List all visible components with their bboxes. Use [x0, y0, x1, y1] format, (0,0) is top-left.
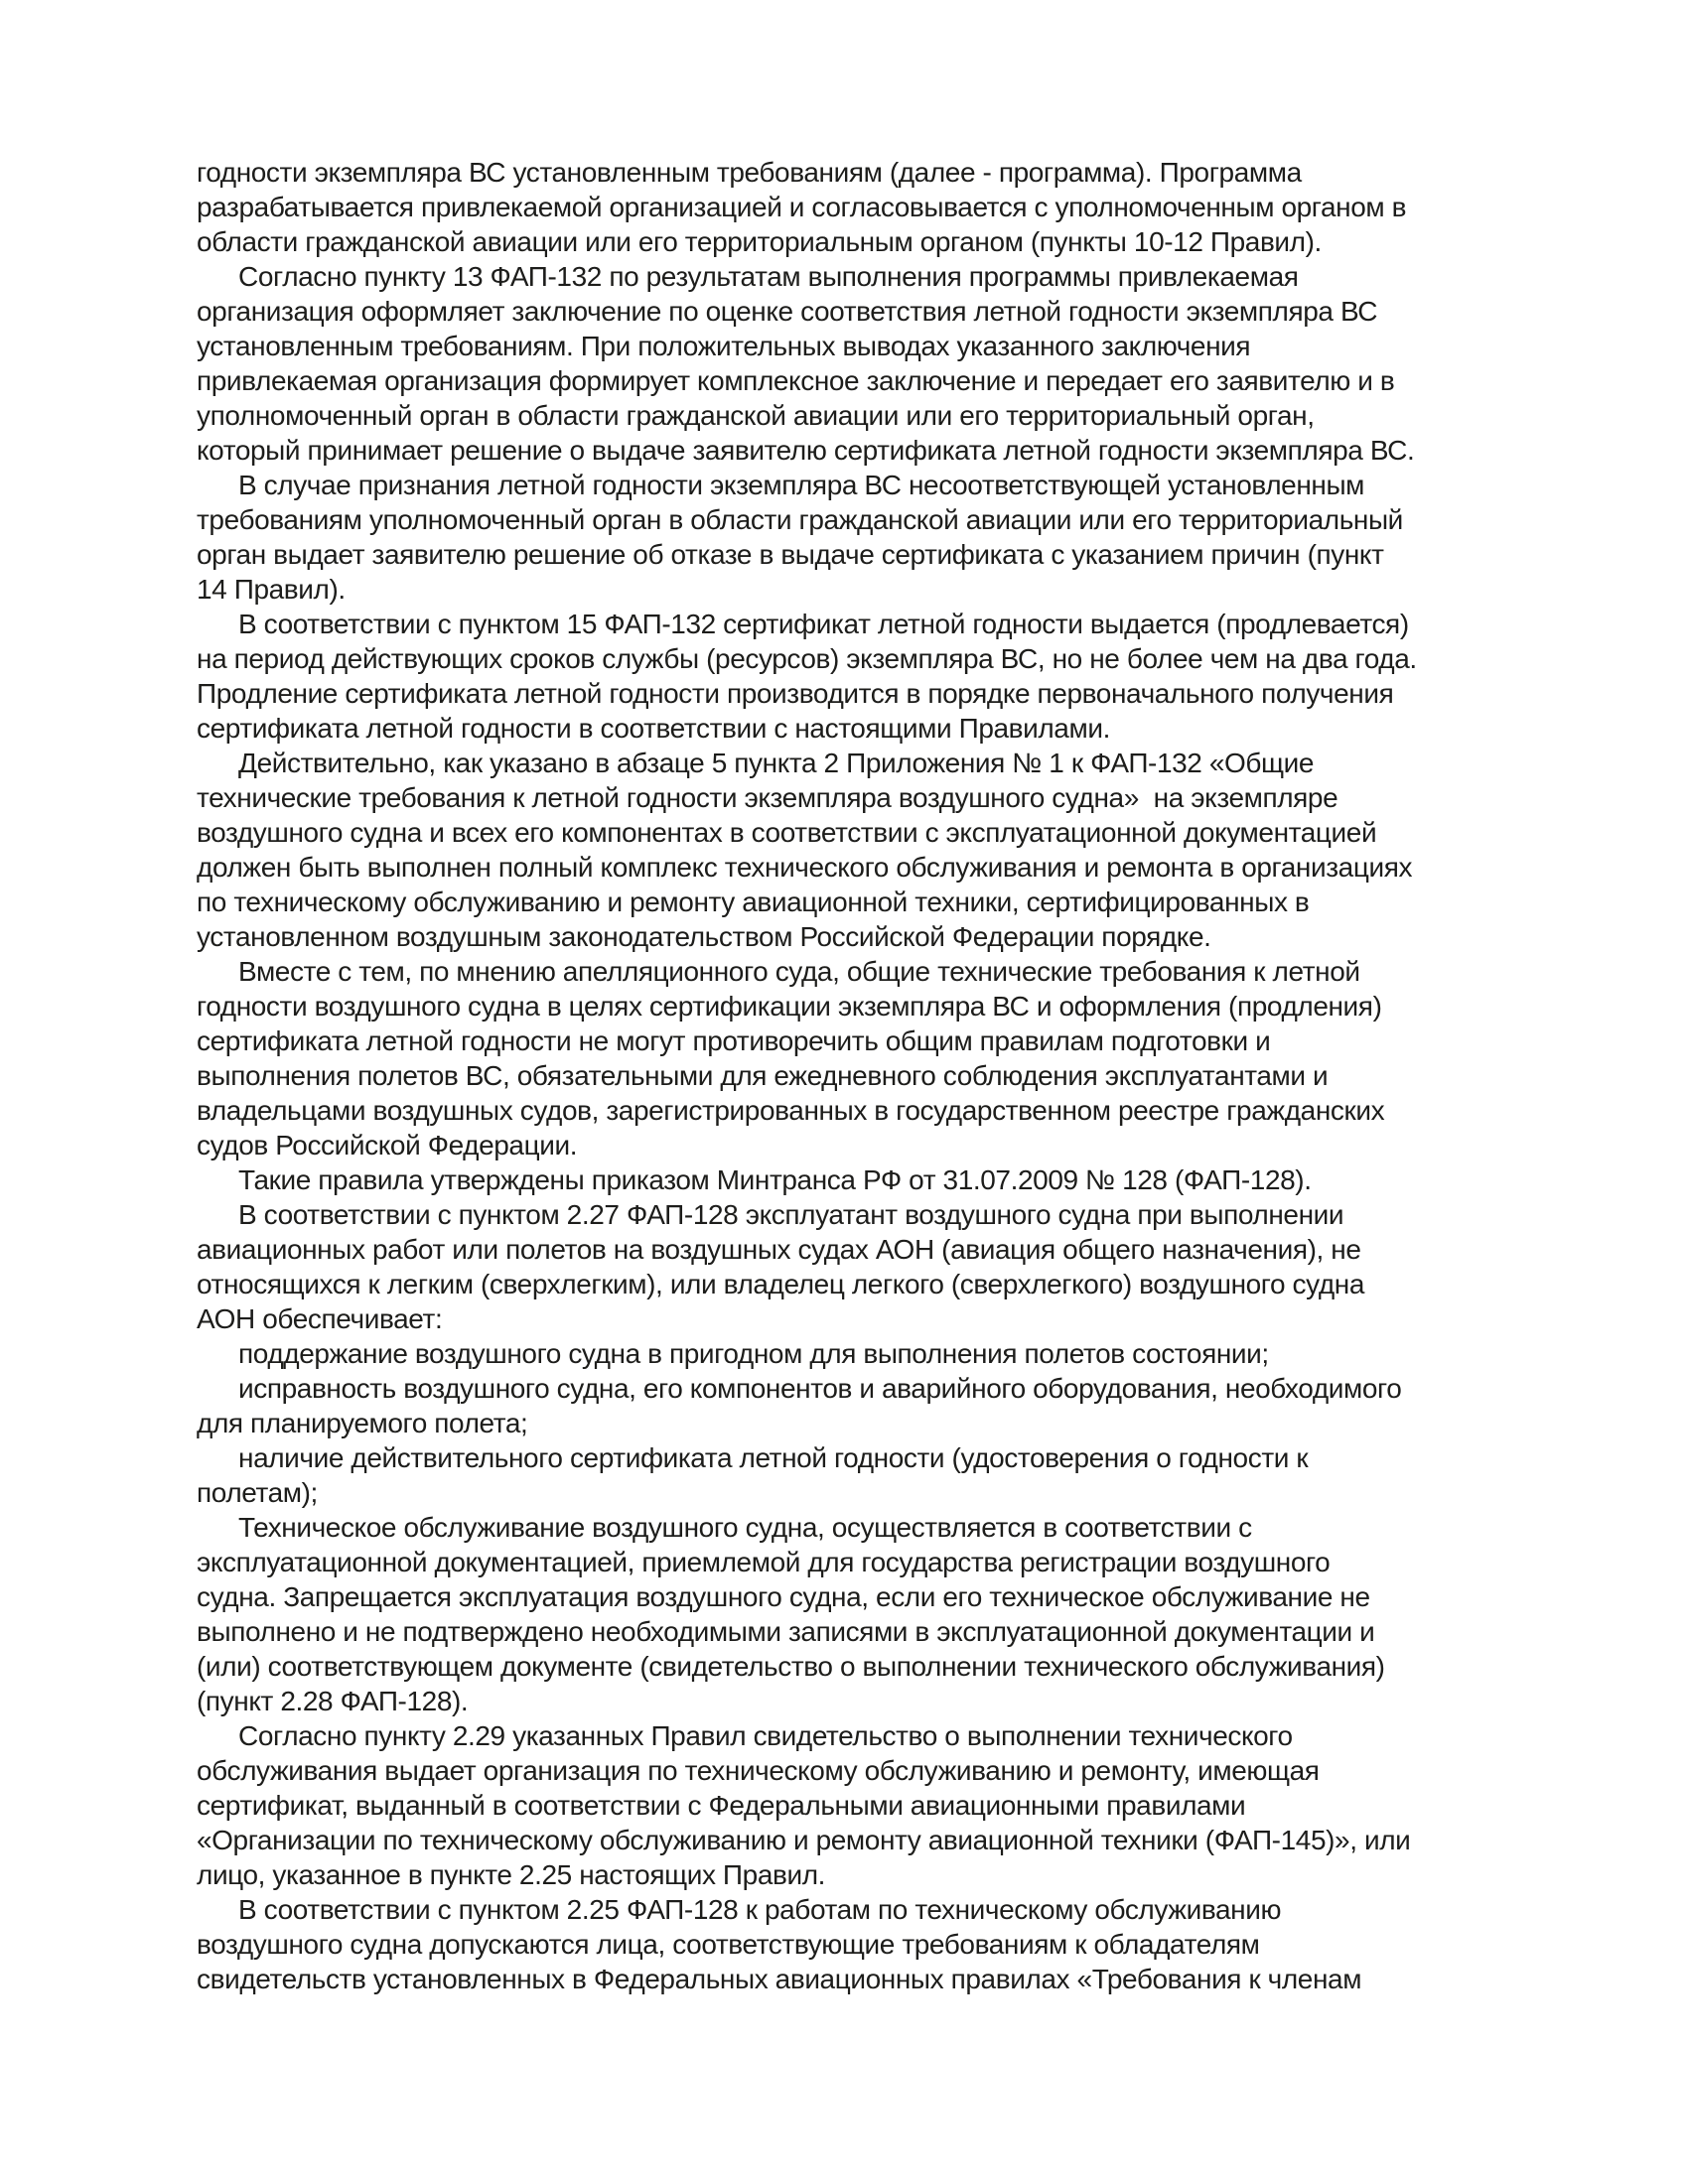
- text-line: АОН обеспечивает:: [197, 1303, 443, 1334]
- text-line: Техническое обслуживание воздушного судна, осуществляется в соответствии с: [238, 1512, 1252, 1543]
- text-line: эксплуатационной документацией, приемлемой для государства регистрации воздушного: [197, 1547, 1331, 1577]
- text-line: 14 Правил).: [197, 574, 346, 605]
- paragraph: [197, 1336, 1567, 1371]
- text-line: сертификата летной годности не могут противоречить общим правилам подготовки и: [197, 1025, 1271, 1056]
- paragraph: [197, 746, 1567, 954]
- text-line: годности воздушного судна в целях сертификации экземпляра ВС и оформления (продления): [197, 991, 1382, 1022]
- text-line: авиационных работ или полетов на воздушных судах АОН (авиация общего назначения), не: [197, 1234, 1361, 1265]
- text-line: воздушного судна допускаются лица, соответствующие требованиям к обладателям: [197, 1929, 1260, 1960]
- text-line: установленном воздушным законодательством Российской Федерации порядке.: [197, 921, 1211, 952]
- text-line: воздушного судна и всех его компонентах в соответствии с эксплуатационной документацией: [197, 817, 1377, 848]
- paragraph: [197, 1440, 1567, 1510]
- text-line: требованиям уполномоченный орган в области гражданской авиации или его территориальный: [197, 504, 1403, 535]
- text-line: организация оформляет заключение по оценке соответствия летной годности экземпляра ВС: [197, 296, 1378, 327]
- text-line: установленным требованиям. При положительных выводах указанного заключения: [197, 331, 1251, 361]
- text-line: В случае признания летной годности экземпляра ВС несоответствующей установленным: [238, 470, 1365, 500]
- text-line: В соответствии с пунктом 15 ФАП-132 сертификат летной годности выдается (продлевается): [238, 609, 1409, 639]
- text-line: сертификата летной годности в соответствии с настоящими Правилами.: [197, 713, 1110, 744]
- text-line: Согласно пункту 2.29 указанных Правил свидетельство о выполнении технического: [238, 1720, 1293, 1751]
- paragraph: [197, 1162, 1567, 1197]
- paragraph: [197, 1197, 1567, 1336]
- text-line: привлекаемая организация формирует комплексное заключение и передает его заявителю и в: [197, 365, 1395, 396]
- text-line: сертификат, выданный в соответствии с Федеральными авиационными правилами: [197, 1790, 1246, 1821]
- text-line: выполнено и не подтверждено необходимыми записями в эксплуатационной документации и: [197, 1616, 1375, 1647]
- text-line: уполномоченный орган в области гражданской авиации или его территориальный орган,: [197, 400, 1315, 431]
- text-line: (или) соответствующем документе (свидетельство о выполнении технического обслуживания): [197, 1651, 1385, 1682]
- text-line: наличие действительного сертификата летной годности (удостоверения о годности к: [238, 1442, 1309, 1473]
- text-line: исправность воздушного судна, его компонентов и аварийного оборудования, необходимого: [238, 1373, 1402, 1404]
- text-line: технические требования к летной годности экземпляра воздушного судна» на экземпляре: [197, 782, 1338, 813]
- paragraph: [197, 954, 1567, 1162]
- text-line: Вместе с тем, по мнению апелляционного суда, общие технические требования к летной: [238, 956, 1360, 987]
- document-text: [197, 155, 1567, 1996]
- text-line: судна. Запрещается эксплуатация воздушного судна, если его техническое обслуживание не: [197, 1581, 1370, 1612]
- text-line: разрабатывается привлекаемой организацией и согласовывается с уполномоченным органом в: [197, 192, 1407, 222]
- text-line: относящихся к легким (сверхлегким), или владелец легкого (сверхлегкого) воздушного судна: [197, 1269, 1364, 1299]
- paragraph: [197, 259, 1567, 468]
- paragraph: [197, 1892, 1567, 1996]
- text-line: Действительно, как указано в абзаце 5 пункта 2 Приложения № 1 к ФАП-132 «Общие: [238, 748, 1315, 778]
- text-line: владельцами воздушных судов, зарегистрированных в государственном реестре гражданских: [197, 1095, 1385, 1126]
- text-line: который принимает решение о выдаче заявителю сертификата летной годности экземпляра ВС.: [197, 435, 1415, 466]
- text-line: свидетельств установленных в Федеральных авиационных правилах «Требования к членам: [197, 1964, 1362, 1994]
- text-line: «Организации по техническому обслуживанию и ремонту авиационной техники (ФАП-145)», или: [197, 1825, 1411, 1855]
- text-line: по техническому обслуживанию и ремонту авиационной техники, сертифицированных в: [197, 887, 1310, 917]
- text-line: годности экземпляра ВС установленным требованиям (далее - программа). Программа: [197, 157, 1302, 188]
- text-line: орган выдает заявителю решение об отказе в выдаче сертификата с указанием причин (пункт: [197, 539, 1384, 570]
- text-line: В соответствии с пунктом 2.25 ФАП-128 к работам по техническому обслуживанию: [238, 1894, 1282, 1925]
- text-line: лицо, указанное в пункте 2.25 настоящих Правил.: [197, 1859, 826, 1890]
- text-line: Согласно пункту 13 ФАП-132 по результатам выполнения программы привлекаемая: [238, 261, 1299, 292]
- paragraph: [197, 1718, 1567, 1892]
- paragraph: [197, 1371, 1567, 1440]
- text-line: судов Российской Федерации.: [197, 1130, 578, 1160]
- text-line: (пункт 2.28 ФАП-128).: [197, 1686, 469, 1716]
- text-line: В соответствии с пунктом 2.27 ФАП-128 эксплуатант воздушного судна при выполнении: [238, 1199, 1344, 1230]
- text-line: обслуживания выдает организация по техническому обслуживанию и ремонту, имеющая: [197, 1755, 1320, 1786]
- text-line: должен быть выполнен полный комплекс технического обслуживания и ремонта в организациях: [197, 852, 1413, 883]
- text-line: выполнения полетов ВС, обязательными для ежедневного соблюдения эксплуатантами и: [197, 1060, 1329, 1091]
- text-line: Такие правила утверждены приказом Минтранса РФ от 31.07.2009 № 128 (ФАП-128).: [238, 1164, 1312, 1195]
- text-line: поддержание воздушного судна в пригодном для выполнения полетов состоянии;: [238, 1338, 1269, 1369]
- text-line: Продление сертификата летной годности производится в порядке первоначального получения: [197, 678, 1394, 709]
- text-line: полетам);: [197, 1477, 318, 1508]
- paragraph: [197, 155, 1567, 259]
- paragraph: [197, 468, 1567, 607]
- text-line: на период действующих сроков службы (ресурсов) экземпляра ВС, но не более чем на два года.: [197, 643, 1417, 674]
- paragraph: [197, 1510, 1567, 1718]
- text-line: для планируемого полета;: [197, 1408, 528, 1438]
- paragraph: [197, 607, 1567, 746]
- text-line: области гражданской авиации или его территориальным органом (пункты 10-12 Правил).: [197, 226, 1322, 257]
